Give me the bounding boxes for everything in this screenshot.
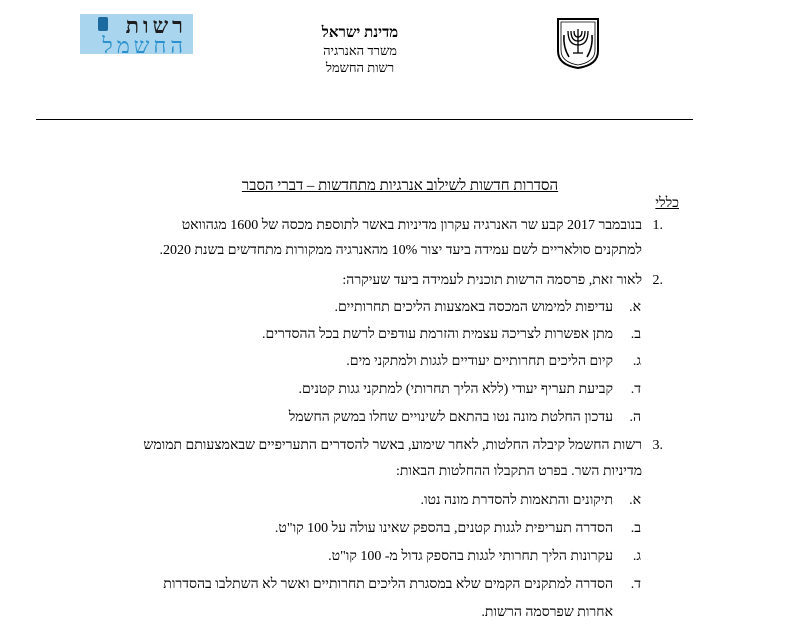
sub-item-label: ג. — [632, 549, 641, 564]
sub-item-label: ד. — [630, 577, 641, 592]
country-name: מדינת ישראל — [321, 25, 399, 41]
sub-item-label: ה. — [629, 410, 641, 425]
paragraph-line: בנובמבר 2017 קבע שר האנרגיה עקרון מדיניות באשר לתוספת מכסה של 1600 מגהוואט — [181, 218, 642, 233]
ministry-name: משרד האנרגיה — [323, 43, 397, 58]
sub-item-label: א. — [629, 300, 641, 315]
state-emblem-icon — [555, 17, 601, 69]
authority-name: רשות החשמל — [325, 60, 395, 75]
sub-item-text: עקרונות הליך תחרותי לגגות בהספק גדול מ- 100 קו"ט. — [328, 549, 613, 564]
paragraph-line: למתקנים סולאריים לשם עמידה ביעד יצור 10% מהאנרגיה ממקורות מתחדשים בשנת 2020. — [159, 243, 642, 258]
sub-item-label: ב. — [630, 521, 641, 536]
section-heading: כללי — [655, 196, 679, 211]
header-divider — [36, 119, 693, 120]
sub-item-text-continued: אחרות שפרסמה הרשות. — [481, 605, 613, 620]
item-number: 1. — [652, 218, 663, 233]
sub-item-text: קביעת תעריף יעודי (ללא הליך תחרותי) למתקני גגות קטנים. — [298, 382, 613, 397]
electricity-authority-logo — [80, 14, 193, 59]
sub-item-text: הסדרה תעריפית לגגות קטנים, בהספק שאינו עולה על 100 קו"ט. — [274, 521, 613, 536]
sub-item-text: תיקונים והתאמות להסדרת מונה נטו. — [420, 493, 613, 508]
sub-item-text: הסדרה למתקנים הקמים שלא במסגרת הליכים תחרותיים ואשר לא השתלבו בהסדרות — [163, 577, 613, 592]
sub-item-text: קיום הליכים תחרותיים יעודיים לגגות ולמתקני מים. — [346, 354, 613, 369]
sub-item-text: עדכון החלטת מונה נטו בהתאם לשינויים שחלו במשק החשמל — [288, 410, 613, 425]
sub-item-text: מתן אפשרות לצריכה עצמית והזרמת עודפים לרשת בכל ההסדרים. — [262, 327, 613, 342]
item-number: 2. — [652, 273, 663, 288]
sub-item-label: ב. — [630, 327, 641, 342]
paragraph-line: מדיניות השר. בפרט התקבלו ההחלטות הבאות: — [396, 464, 642, 479]
logo-mark-icon — [98, 17, 108, 31]
paragraph-line: לאור זאת, פרסמה הרשות תוכנית לעמידה ביעד שעיקרה: — [342, 273, 642, 288]
logo-text-bottom: החשמל — [102, 34, 187, 59]
sub-item-label: ג. — [632, 354, 641, 369]
ministry-header — [290, 24, 430, 76]
paragraph-line: רשות החשמל קיבלה החלטות, לאחר שימוע, באשר להסדרים התעריפיים שבאמצעותם תמומש — [143, 438, 642, 453]
document-title: הסדרות חדשות לשילוב אנרגיות מתחדשות – דברי הסבר — [241, 178, 559, 194]
item-number: 3. — [652, 438, 663, 453]
logo-text-top: רשות — [125, 14, 187, 39]
sub-item-text: עדיפות למימוש המכסה באמצעות הליכים תחרותיים. — [334, 300, 613, 315]
sub-item-label: א. — [629, 493, 641, 508]
sub-item-label: ד. — [630, 382, 641, 397]
